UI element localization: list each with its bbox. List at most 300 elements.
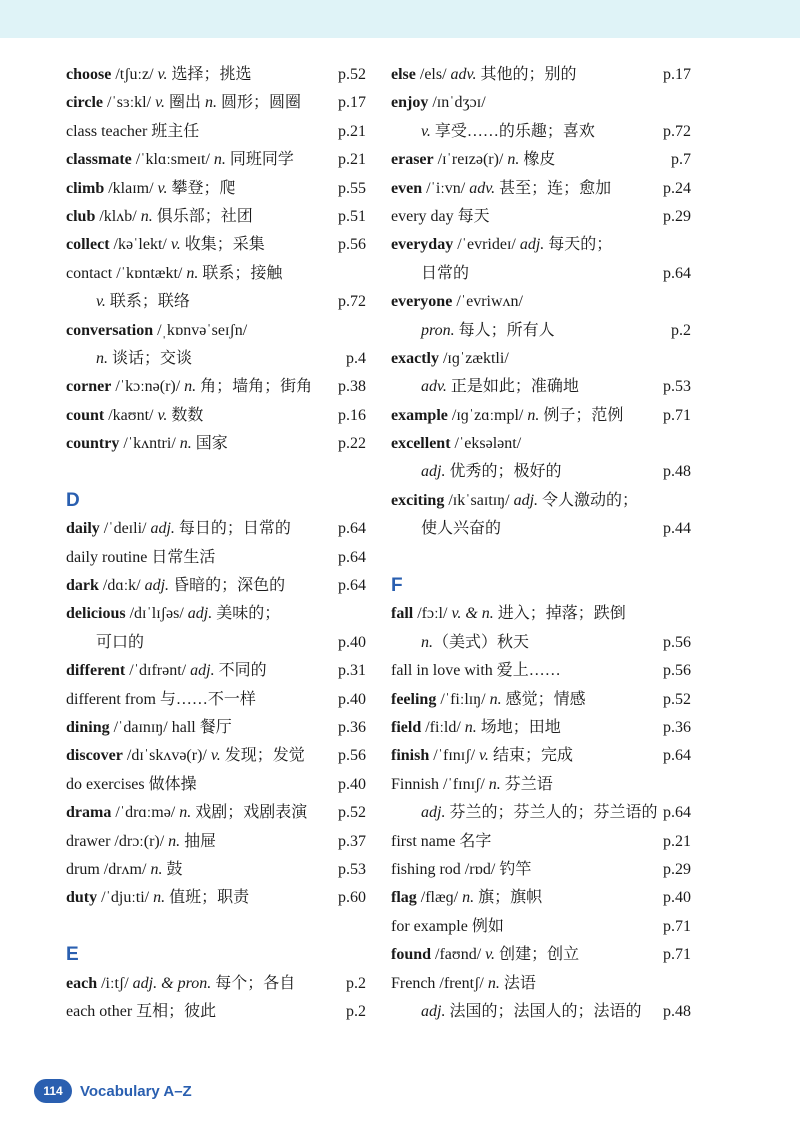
- definition: 享受……的乐趣；喜欢: [430, 122, 595, 140]
- entry-text: [421, 998, 641, 1026]
- entry-text: [66, 856, 182, 884]
- part-of-speech: n.: [487, 974, 500, 992]
- vocab-entry: [391, 600, 691, 628]
- vocab-entry: [66, 515, 366, 543]
- vocab-entry: [66, 203, 366, 231]
- definition: 角；墙角；街角: [196, 378, 313, 396]
- headword: everyday: [391, 236, 454, 254]
- headword: dark: [66, 577, 99, 595]
- vocab-entry-continuation: [66, 345, 366, 373]
- part-of-speech: v.: [157, 406, 168, 424]
- entry-text: [66, 203, 253, 231]
- section-spacer: [391, 544, 691, 572]
- pronunciation: /ˈdeɪli/: [99, 520, 151, 538]
- definition: 感觉；情感: [501, 690, 586, 708]
- entry-text: [391, 146, 555, 174]
- pronunciation: /ˈfiːlɪŋ/: [436, 690, 490, 708]
- definition: 其他的；别的: [476, 66, 577, 83]
- vocab-entry: [391, 884, 691, 912]
- entry-text: [96, 345, 192, 373]
- definition: 优秀的；极好的: [445, 463, 562, 481]
- part-of-speech: v.: [485, 946, 496, 964]
- entry-text: [66, 118, 199, 146]
- entry-text: [391, 345, 509, 373]
- entry-text: [66, 828, 216, 856]
- page-reference: p.64: [663, 747, 691, 765]
- page-reference: p.64: [338, 548, 366, 566]
- part-of-speech: n.: [205, 94, 218, 112]
- part-of-speech: n.: [179, 435, 192, 453]
- headword: even: [391, 179, 423, 197]
- headword: club: [66, 207, 96, 225]
- definition: 每日的；日常的: [174, 520, 291, 538]
- headword: each: [66, 974, 98, 992]
- definition: 联系；接触: [198, 264, 283, 282]
- pronunciation: /ˌkɒnvəˈseɪʃn/: [153, 321, 248, 339]
- vocab-entry: [391, 89, 691, 117]
- entry-text: [66, 373, 312, 401]
- page-reference: p.29: [663, 207, 691, 225]
- part-of-speech: n.: [489, 690, 502, 708]
- page-reference: p.2: [346, 1002, 366, 1020]
- entry-text: [66, 657, 267, 685]
- entry-text: [391, 856, 531, 884]
- headword: discover: [66, 747, 123, 765]
- part-of-speech: adj.: [421, 1002, 446, 1020]
- headword: field: [391, 718, 422, 736]
- plain-entry-text: each other 互相；彼此: [66, 1002, 217, 1020]
- vocab-entry: [66, 714, 366, 742]
- vocab-entry: [66, 118, 366, 146]
- entry-text: [391, 600, 626, 628]
- pronunciation: /dɪˈlɪʃəs/: [125, 605, 188, 623]
- part-of-speech: v.: [157, 179, 168, 197]
- entry-text: [391, 884, 542, 912]
- page-reference: p.71: [663, 406, 691, 424]
- part-of-speech: v.: [155, 94, 165, 112]
- entry-text: [391, 913, 504, 941]
- plain-entry-text: for example 例如: [391, 917, 504, 935]
- entry-text: [66, 572, 285, 600]
- definition: 数数: [167, 406, 204, 424]
- page-reference: p.64: [338, 520, 366, 538]
- vocab-entry: [66, 657, 366, 685]
- part-of-speech: n.: [213, 151, 226, 169]
- definition: 每人；所有人: [454, 321, 555, 339]
- definition: 圈出: [165, 94, 206, 112]
- page-number-badge: 114: [34, 1079, 72, 1103]
- vocab-entry-continuation: [391, 629, 691, 657]
- page-reference: p.53: [663, 378, 691, 396]
- entry-text: [66, 970, 295, 998]
- vocab-entry: [391, 231, 691, 259]
- part-of-speech: adv.: [469, 179, 496, 197]
- page-reference: p.21: [338, 122, 366, 140]
- page-reference: p.55: [338, 179, 366, 197]
- headword: drama: [66, 804, 112, 822]
- headword: choose: [66, 66, 112, 83]
- vocab-entry: [66, 61, 366, 89]
- part-of-speech: v.: [170, 236, 181, 254]
- plain-entry-text: fishing rod /rɒd/ 钓竿: [391, 860, 532, 878]
- footer-title: Vocabulary A–Z: [80, 1082, 192, 1100]
- page-reference: p.52: [338, 66, 366, 83]
- entry-text: [66, 175, 235, 203]
- headword: country: [66, 435, 120, 453]
- pronunciation: /ˈeksələnt/: [450, 435, 522, 453]
- pronunciation: /ˈdaɪnɪŋ/ hall 餐厅: [109, 718, 232, 736]
- plain-entry-text: contact /ˈkɒntækt/: [66, 264, 187, 282]
- headword: everyone: [391, 293, 453, 311]
- definition: 美味的；: [212, 605, 281, 623]
- entry-text: [66, 515, 291, 543]
- page-reference: p.40: [338, 775, 366, 793]
- plain-entry-text: do exercises 做体操: [66, 775, 197, 793]
- definition: 俱乐部；社团: [152, 207, 253, 225]
- plain-entry-text: daily routine 日常生活: [66, 548, 216, 566]
- definition: 收集；采集: [180, 236, 265, 254]
- vocab-entry: [66, 430, 366, 458]
- pronunciation: /dɪˈskʌvə(r)/: [122, 747, 211, 765]
- entry-text: [66, 260, 282, 288]
- definition: 法语: [499, 974, 536, 992]
- entry-text: [66, 89, 301, 117]
- vocab-entry: [391, 146, 691, 174]
- vocab-entry-continuation: [66, 288, 366, 316]
- headword: finish: [391, 747, 430, 765]
- vocab-entry-continuation: [391, 118, 691, 146]
- part-of-speech: adj.: [150, 520, 175, 538]
- entry-text: [421, 118, 595, 146]
- page-reference: p.21: [338, 151, 366, 169]
- headword: duty: [66, 889, 98, 907]
- part-of-speech: adj.: [190, 662, 215, 680]
- definition: 攀登；爬: [167, 179, 236, 197]
- entry-text: [66, 402, 203, 430]
- definition: 芬兰语: [500, 775, 553, 793]
- entry-text: [66, 884, 249, 912]
- pronunciation: /ˈdɪfrənt/: [125, 662, 191, 680]
- vocab-entry: [66, 998, 366, 1026]
- definition: 正是如此；准确地: [446, 378, 579, 396]
- definition: 创建；创立: [495, 946, 580, 964]
- pronunciation: /fɔːl/: [413, 605, 452, 623]
- entry-text: [66, 600, 280, 628]
- plain-entry-text: fall in love with 爱上……: [391, 662, 561, 680]
- vocab-entry-continuation: [391, 515, 691, 543]
- page-reference: p.40: [663, 889, 691, 907]
- definition: 值班；职责: [165, 889, 250, 907]
- page-reference: p.56: [338, 747, 366, 765]
- entry-text: [66, 430, 228, 458]
- vocab-entry-continuation: [391, 799, 691, 827]
- vocab-entry: [391, 714, 691, 742]
- part-of-speech: n.: [462, 889, 475, 907]
- vocab-entry: [391, 828, 691, 856]
- part-of-speech: n.: [168, 832, 181, 850]
- part-of-speech: pron.: [421, 321, 455, 339]
- pronunciation: /ˈdrɑːmə/: [111, 804, 180, 822]
- vocab-entry: [66, 884, 366, 912]
- pronunciation: /els/: [415, 66, 451, 83]
- vocab-entry: [66, 799, 366, 827]
- vocab-entry-continuation: [391, 317, 691, 345]
- headword: excellent: [391, 435, 451, 453]
- definition: 橡皮: [519, 151, 556, 169]
- headword: else: [391, 66, 416, 83]
- pronunciation: /ɪkˈsaɪtɪŋ/: [444, 491, 514, 509]
- page-reference: p.52: [338, 804, 366, 822]
- definition: 鼓: [162, 860, 183, 878]
- pronunciation: /flæɡ/: [416, 889, 463, 907]
- entry-text: [96, 288, 190, 316]
- vocab-entry: [66, 600, 366, 628]
- top-band: [0, 0, 800, 38]
- entry-text: [66, 714, 232, 742]
- entry-text: [66, 998, 216, 1026]
- vocab-entry: [66, 373, 366, 401]
- page-reference: p.56: [338, 236, 366, 254]
- entry-text: [391, 657, 561, 685]
- section-letter-heading: F: [391, 575, 403, 597]
- definition: 发现；发觉: [220, 747, 305, 765]
- entry-text: [391, 175, 611, 203]
- part-of-speech: v.: [421, 122, 431, 140]
- pronunciation: /ˈevriwʌn/: [452, 293, 523, 311]
- page-reference: p.64: [663, 804, 691, 822]
- pronunciation: /tʃuːz/: [111, 66, 158, 83]
- vocab-entry: [391, 487, 691, 515]
- definition: 甚至；连；愈加: [495, 179, 612, 197]
- page-reference: p.72: [663, 122, 691, 140]
- definition: 国家: [191, 435, 228, 453]
- page-reference: p.71: [663, 946, 691, 964]
- headword: delicious: [66, 605, 126, 623]
- part-of-speech: v.: [479, 747, 489, 765]
- part-of-speech: adj.: [421, 804, 446, 822]
- definition: 旗；旗帜: [474, 889, 543, 907]
- headword: different: [66, 662, 126, 680]
- pronunciation: /dɑːk/: [98, 577, 145, 595]
- plain-entry-text: different from 与……不一样: [66, 690, 256, 708]
- headword: dining: [66, 718, 110, 736]
- vocab-entry: [66, 402, 366, 430]
- entry-text: [66, 686, 256, 714]
- entry-text: [391, 714, 561, 742]
- definition: 抽屉: [180, 832, 217, 850]
- plain-entry-text: French /frentʃ/: [391, 974, 488, 992]
- pronunciation: /ˈdjuːti/: [97, 889, 154, 907]
- part-of-speech: adv.: [421, 378, 447, 396]
- entry-text: [96, 629, 144, 657]
- entry-text: [66, 771, 197, 799]
- entry-text: [421, 515, 501, 543]
- page-reference: p.40: [338, 690, 366, 708]
- section-letter-heading: D: [66, 489, 80, 511]
- pronunciation: /klaɪm/: [104, 179, 158, 197]
- part-of-speech: adj.: [421, 463, 446, 481]
- definition: 进入；掉落；跌倒: [493, 605, 626, 623]
- page-reference: p.48: [663, 1002, 691, 1020]
- vocab-entry: [66, 771, 366, 799]
- headword: eraser: [391, 151, 434, 169]
- vocab-entry: [391, 203, 691, 231]
- definition: 例子；范例: [539, 406, 624, 424]
- vocab-entry: [66, 175, 366, 203]
- plain-entry-text: drum /drʌm/: [66, 860, 151, 878]
- definition: 令人激动的；: [538, 491, 639, 509]
- page-reference: p.56: [663, 633, 691, 651]
- part-of-speech: adj.: [519, 236, 545, 254]
- plain-entry-text: drawer /drɔː(r)/: [66, 832, 169, 850]
- vocab-entry: [391, 175, 691, 203]
- entry-text: [66, 61, 251, 89]
- pronunciation: /ˈiːvn/: [422, 179, 470, 197]
- entry-text: [66, 544, 215, 572]
- vocab-entry: [391, 856, 691, 884]
- page-reference: p.29: [663, 860, 691, 878]
- plain-entry-text: first name 名字: [391, 832, 492, 850]
- entry-text: [391, 61, 576, 89]
- part-of-speech: n.: [421, 633, 433, 651]
- right-column: [391, 61, 691, 1026]
- part-of-speech: adj.: [513, 491, 539, 509]
- part-of-speech: n.: [527, 406, 540, 424]
- page-reference: p.4: [346, 349, 366, 367]
- pronunciation: /ˈklɑːsmeɪt/: [131, 151, 214, 169]
- entry-text: [421, 260, 469, 288]
- vocab-entry: [391, 288, 691, 316]
- headword: fall: [391, 605, 414, 623]
- vocab-entry: [66, 856, 366, 884]
- entry-text: [391, 487, 638, 515]
- entry-text: [421, 629, 529, 657]
- page-reference: p.64: [338, 577, 366, 595]
- page-reference: p.31: [338, 662, 366, 680]
- page-reference: p.52: [663, 690, 691, 708]
- headword: flag: [391, 889, 417, 907]
- page-reference: p.36: [663, 718, 691, 736]
- definition: 选择；挑选: [167, 66, 252, 83]
- entry-text: [391, 742, 573, 770]
- vocab-entry: [66, 260, 366, 288]
- entry-text: [391, 941, 579, 969]
- entry-text: [391, 686, 586, 714]
- page-reference: p.36: [338, 718, 366, 736]
- pronunciation: /ɪɡˈzɑːmpl/: [447, 406, 528, 424]
- vocab-entry: [66, 686, 366, 714]
- pronunciation: /faʊnd/: [431, 946, 486, 964]
- part-of-speech: v.: [96, 293, 106, 311]
- vocab-entry: [66, 544, 366, 572]
- vocab-entry: [66, 572, 366, 600]
- pronunciation: /ˈkʌntri/: [119, 435, 180, 453]
- part-of-speech: n.: [184, 378, 197, 396]
- part-of-speech: n.: [464, 718, 477, 736]
- headword: classmate: [66, 151, 132, 169]
- vocab-entry-continuation: [391, 373, 691, 401]
- pronunciation: /klʌb/: [95, 207, 141, 225]
- vocab-entry: [66, 828, 366, 856]
- entry-text: [391, 970, 536, 998]
- page-reference: p.16: [338, 406, 366, 424]
- pronunciation: /ˈsɜːkl/: [103, 94, 156, 112]
- entry-text: [66, 146, 294, 174]
- page-reference: p.24: [663, 179, 691, 197]
- definition: 可口的: [96, 633, 145, 651]
- page-reference: p.2: [671, 321, 691, 339]
- vocab-entry: [391, 61, 691, 89]
- vocab-entry: [66, 970, 366, 998]
- definition: （美式）秋天: [433, 633, 530, 651]
- part-of-speech: n.: [179, 804, 192, 822]
- part-of-speech: n.: [96, 349, 108, 367]
- page-reference: p.71: [663, 917, 691, 935]
- page-reference: p.60: [338, 889, 366, 907]
- pronunciation: /fiːld/: [421, 718, 465, 736]
- headword: exciting: [391, 491, 445, 509]
- pronunciation: /kaʊnt/: [104, 406, 158, 424]
- definition: 同班同学: [225, 151, 294, 169]
- definition: 不同的: [214, 662, 267, 680]
- definition: 芬兰的；芬兰人的；芬兰语的: [445, 804, 658, 822]
- entry-text: [66, 231, 265, 259]
- entry-text: [391, 89, 486, 117]
- definition: 戏剧；戏剧表演: [191, 804, 308, 822]
- entry-text: [391, 402, 623, 430]
- vocab-entry-continuation: [391, 458, 691, 486]
- vocab-entry: [391, 742, 691, 770]
- entry-text: [391, 828, 491, 856]
- pronunciation: /ɪnˈdʒɔɪ/: [428, 94, 486, 112]
- vocab-entry: [391, 771, 691, 799]
- page-reference: p.44: [663, 520, 691, 538]
- part-of-speech: n.: [186, 264, 199, 282]
- entry-text: [66, 742, 305, 770]
- definition: 每天的；: [544, 236, 613, 254]
- page-reference: p.40: [338, 633, 366, 651]
- entry-text: [391, 231, 612, 259]
- vocab-entry: [391, 970, 691, 998]
- page-reference: p.48: [663, 463, 691, 481]
- definition: 使人兴奋的: [421, 520, 502, 538]
- part-of-speech: n.: [153, 889, 166, 907]
- headword: conversation: [66, 321, 154, 339]
- plain-entry-text: Finnish /ˈfɪnɪʃ/: [391, 775, 489, 793]
- headword: corner: [66, 378, 112, 396]
- page-reference: p.17: [338, 94, 366, 112]
- part-of-speech: adj. & pron.: [132, 974, 212, 992]
- part-of-speech: n.: [488, 775, 501, 793]
- entry-text: [391, 771, 553, 799]
- vocab-entry: [391, 913, 691, 941]
- pronunciation: /ɪˈreɪzə(r)/: [433, 151, 508, 169]
- headword: climb: [66, 179, 105, 197]
- headword: example: [391, 406, 448, 424]
- left-column: [66, 61, 366, 1026]
- plain-entry-text: class teacher 班主任: [66, 122, 200, 140]
- entry-text: [421, 458, 561, 486]
- section-letter-heading: E: [66, 944, 79, 966]
- definition: 联系；联络: [105, 293, 190, 311]
- page-reference: p.38: [338, 378, 366, 396]
- vocab-entry: [66, 89, 366, 117]
- headword: daily: [66, 520, 100, 538]
- vocab-entry: [391, 686, 691, 714]
- page-reference: p.51: [338, 207, 366, 225]
- pronunciation: /ɪɡˈzæktli/: [438, 349, 509, 367]
- vocab-entry-continuation: [391, 260, 691, 288]
